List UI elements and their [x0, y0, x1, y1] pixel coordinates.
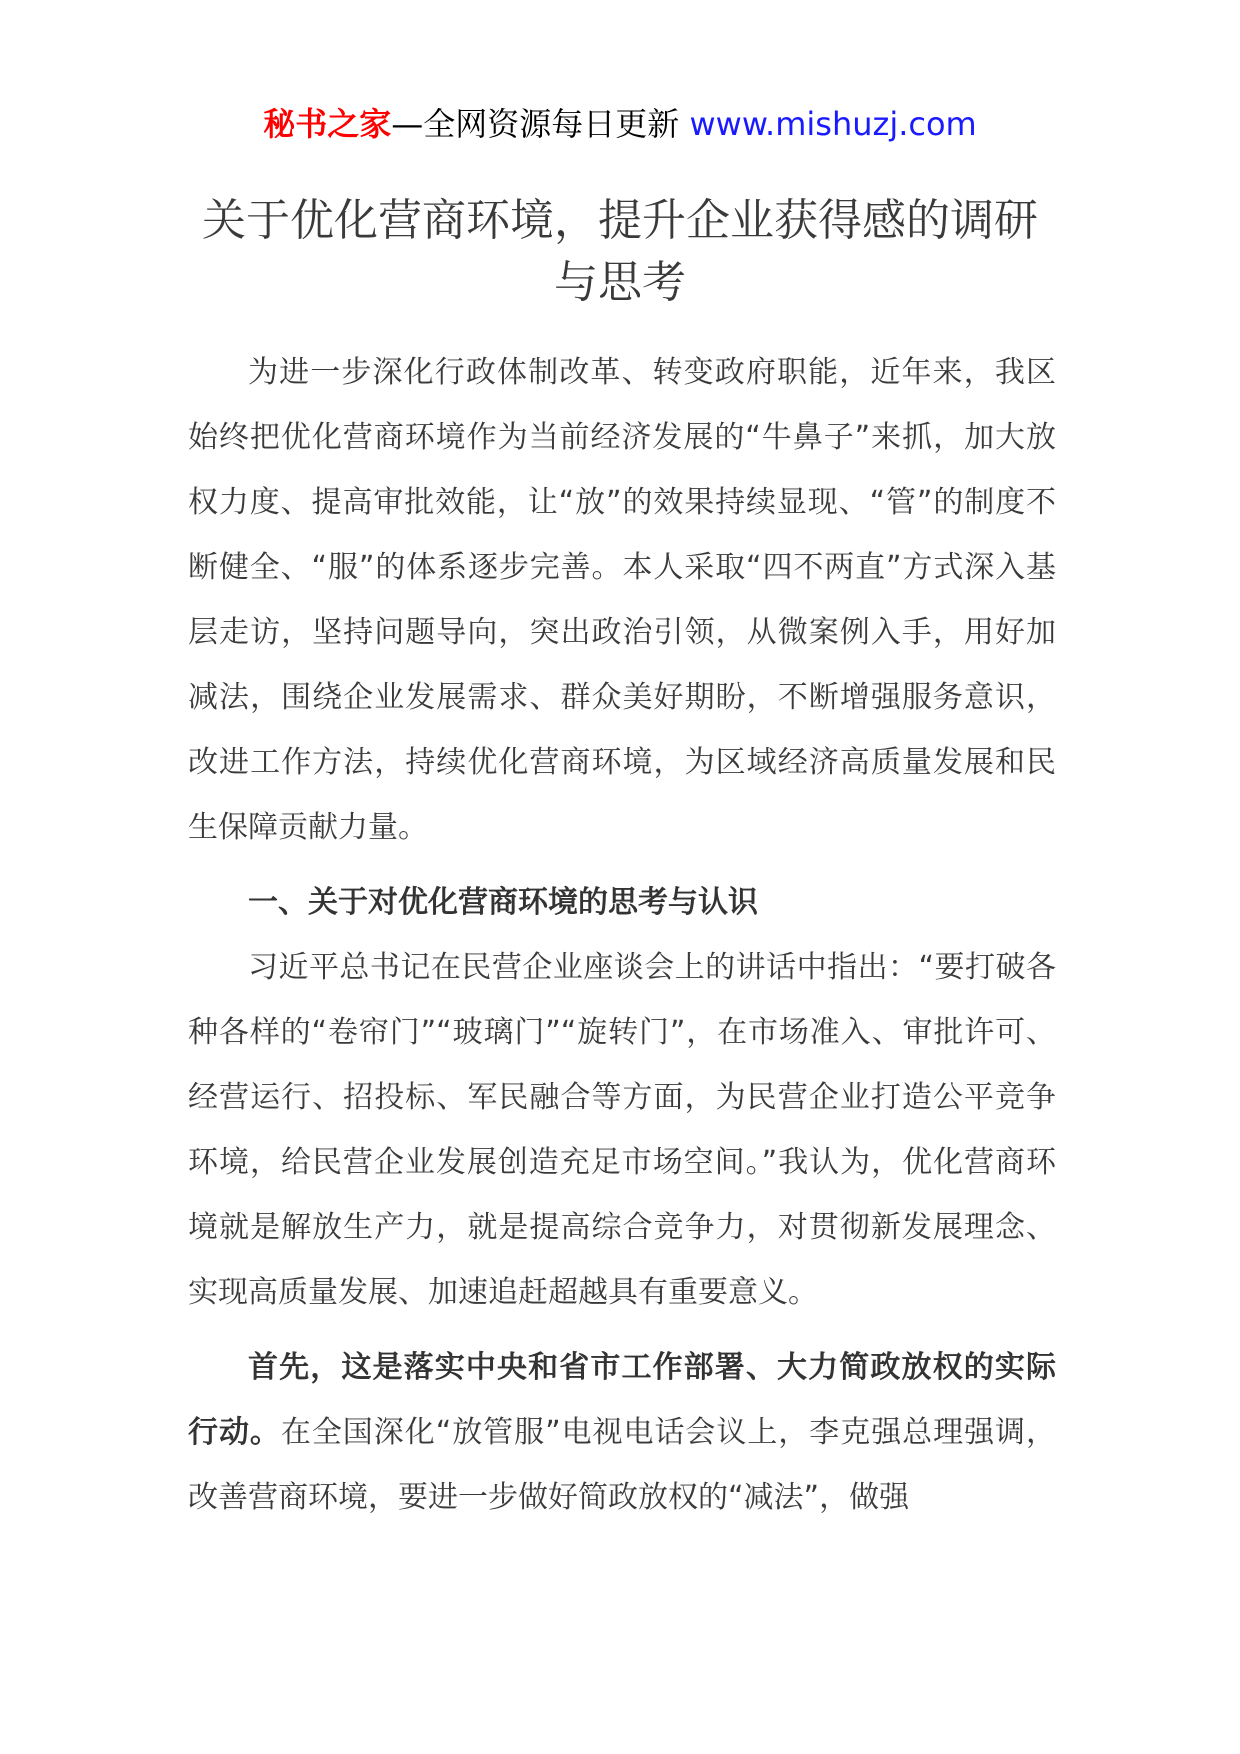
section-paragraph: 习近平总书记在民营企业座谈会上的讲话中指出：“要打破各种各样的“卷帘门”“玻璃门”“旋转门”，在市场准入、审批许可、经营运行、招投标、军民融合等方面，为民营企业打造公平竞争环境，给民营企业发展创造充足市场空间。”我认为，优化营商环境就是解放生产力，就是提高综合竞争力，对贯彻新发展理念、实现高质量发展、加速追赶超越具有重要意义。 [188, 950, 1056, 1310]
website-link[interactable]: www.mishuzj.com [689, 105, 977, 143]
point-lead-in: 首先，这是落实中央和省市工作部署、大力简政放权的实际行动。 [188, 1350, 1056, 1450]
document-body [188, 340, 1056, 1530]
page-header [0, 100, 1240, 148]
point-text: 在全国深化“放管服”电视电话会议上，李克强总理强调，改善营商环境，要进一步做好简政放权的“减法”，做强 [188, 1415, 1056, 1515]
section-heading: 一、关于对优化营商环境的思考与认识 [248, 885, 758, 920]
document-title: 关于优化营商环境，提升企业获得感的调研与思考 [202, 195, 1038, 308]
intro-paragraph: 为进一步深化行政体制改革、转变政府职能，近年来，我区始终把优化营商环境作为当前经济发展的“牛鼻子”来抓，加大放权力度、提高审批效能，让“放”的效果持续显现、“管”的制度不断健全、“服”的体系逐步完善。本人采取“四不两直”方式深入基层走访，坚持问题导向，突出政治引领，从微案例入手，用好加减法，围绕企业发展需求、群众美好期盼，不断增强服务意识，改进工作方法，持续优化营商环境，为区域经济高质量发展和民生保障贡献力量。 [188, 355, 1056, 845]
header-tagline: —全网资源每日更新 [391, 105, 690, 143]
point-paragraph [188, 1335, 1056, 1530]
brand-name: 秘书之家 [263, 105, 392, 143]
